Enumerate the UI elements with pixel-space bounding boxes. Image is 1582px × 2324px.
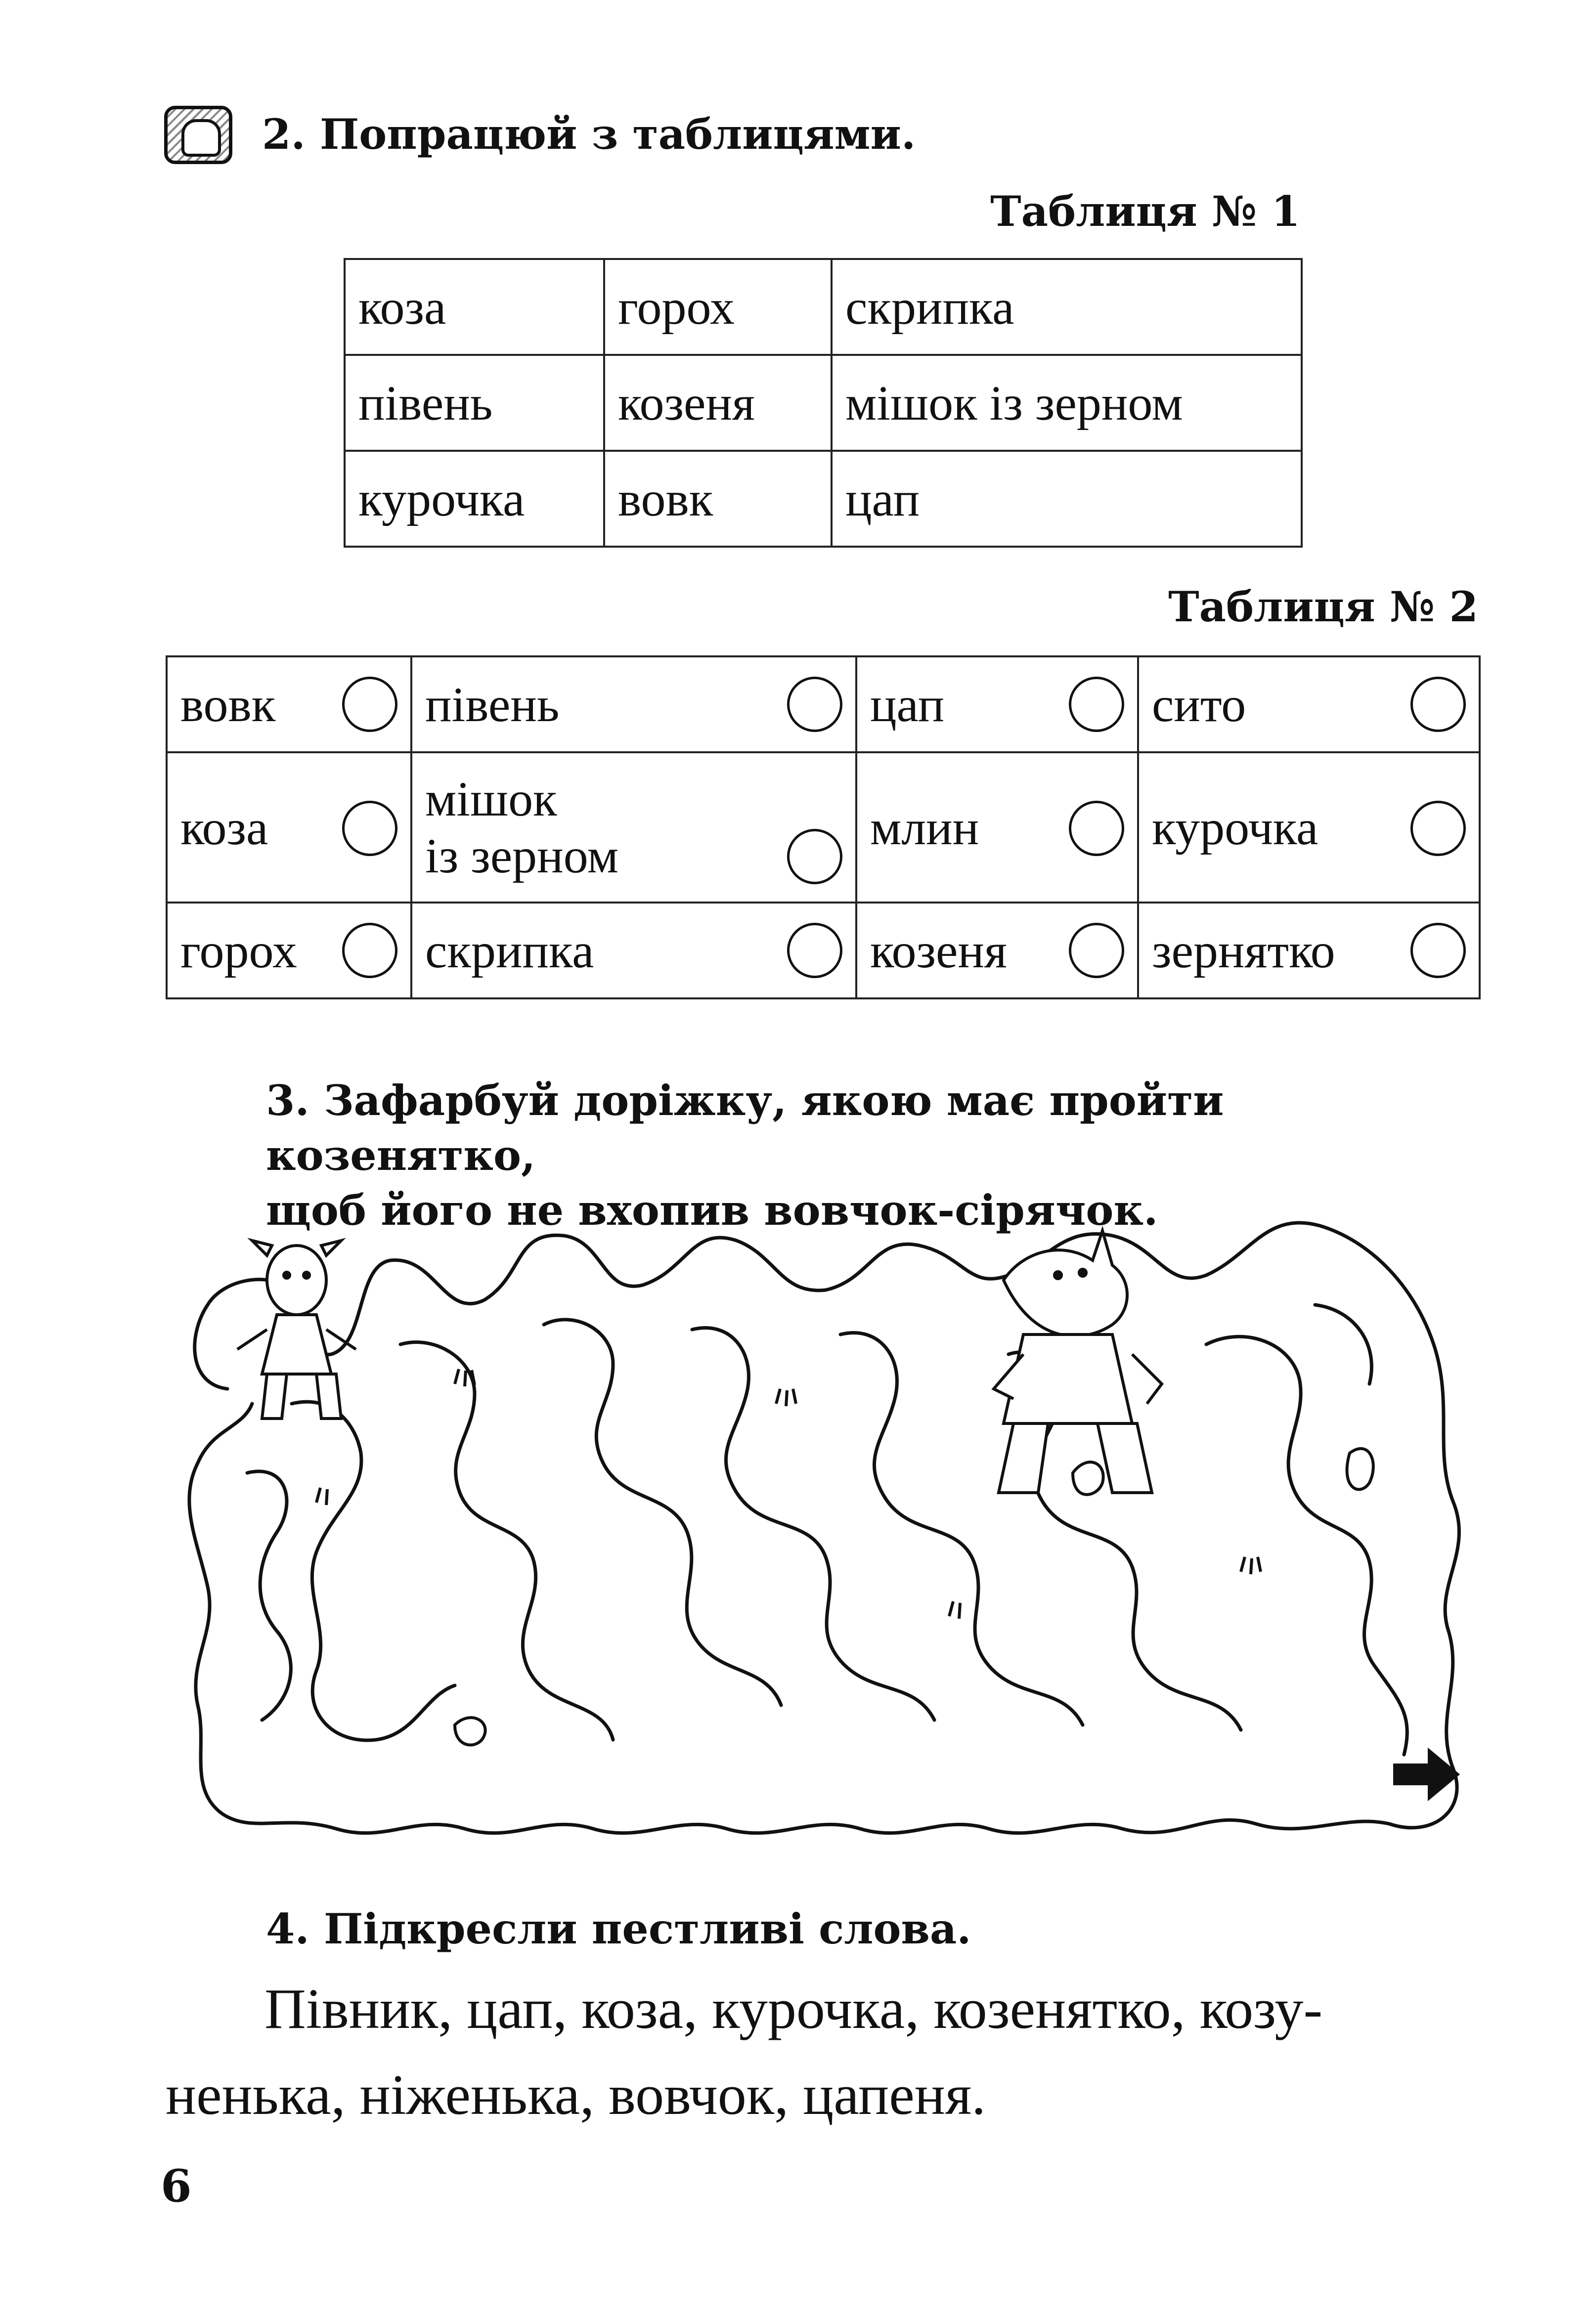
table2-word: козеня <box>870 923 1007 978</box>
table1-cell: скрипка <box>832 259 1302 355</box>
wolf-icon <box>994 1231 1162 1493</box>
table2-word: курочка <box>1152 800 1318 855</box>
table2-row <box>167 656 1480 752</box>
task4-number: 4. <box>266 1904 309 1953</box>
answer-circle[interactable] <box>1069 801 1124 856</box>
task2-title: Попрацюй з таблицями. <box>319 110 916 159</box>
table1-row <box>345 259 1302 355</box>
answer-circle[interactable] <box>1410 923 1466 978</box>
table2-word: коза <box>180 800 268 855</box>
table2-cell <box>1138 903 1480 998</box>
table2-word: скрипка <box>425 923 594 978</box>
table2-cell <box>411 903 856 998</box>
answer-circle[interactable] <box>1069 677 1124 732</box>
table1-cell: цап <box>832 451 1302 547</box>
task4-line2[interactable]: ненька, ніженька, вовчок, цапеня. <box>166 2064 986 2127</box>
table2-row <box>167 752 1480 903</box>
table2-word: млин <box>870 800 979 855</box>
table1-title: Таблиця № 1 <box>990 187 1300 236</box>
table2-word: сито <box>1152 677 1246 732</box>
table2-cell <box>1138 656 1480 752</box>
task3-line2: щоб його не вхопив вовчок-сірячок. <box>266 1185 1158 1235</box>
table2-word: півень <box>425 677 560 732</box>
table2-word: цап <box>870 677 945 732</box>
table1-cell: півень <box>345 355 604 451</box>
table2-row <box>167 903 1480 998</box>
table2-word: із зерном <box>425 828 619 883</box>
table2-title: Таблиця № 2 <box>1168 582 1478 631</box>
table2-cell <box>411 752 856 903</box>
task-type-icon <box>164 106 232 164</box>
goat-kid-icon <box>237 1241 356 1419</box>
table2-word: горох <box>180 923 298 978</box>
task3-line1: Зафарбуй доріжку, якою має пройти козенятко, <box>266 1076 1224 1180</box>
table1-cell: вовк <box>604 451 832 547</box>
table2 <box>166 655 1481 999</box>
table2-cell <box>167 752 411 903</box>
task4-title: Підкресли пестливі слова. <box>323 1904 971 1953</box>
table1 <box>344 258 1303 548</box>
task3-number: 3. <box>266 1076 309 1125</box>
table2-cell <box>856 903 1138 998</box>
answer-circle[interactable] <box>1069 923 1124 978</box>
answer-circle[interactable] <box>787 923 842 978</box>
answer-circle[interactable] <box>787 829 842 884</box>
answer-circle[interactable] <box>787 677 842 732</box>
table2-cell <box>411 656 856 752</box>
task4-heading <box>266 1902 971 1957</box>
task2-number: 2. <box>262 110 306 159</box>
table2-word: вовк <box>180 677 276 732</box>
maze[interactable] <box>168 1196 1473 1853</box>
table2-cell <box>1138 752 1480 903</box>
answer-circle[interactable] <box>342 923 397 978</box>
stone <box>1073 1462 1103 1495</box>
answer-circle[interactable] <box>1410 801 1466 856</box>
task2-heading <box>262 110 916 160</box>
task4-line1[interactable]: Півник, цап, коза, курочка, козенятко, козу- <box>264 1978 1323 2041</box>
table1-cell: курочка <box>345 451 604 547</box>
table2-word: мішок <box>425 772 557 826</box>
page-number: 6 <box>161 2160 192 2212</box>
table1-row <box>345 355 1302 451</box>
stone <box>455 1718 485 1745</box>
stone <box>1347 1449 1373 1490</box>
table1-row <box>345 451 1302 547</box>
table1-cell: козеня <box>604 355 832 451</box>
task4-text <box>166 1966 1491 2138</box>
answer-circle[interactable] <box>342 677 397 732</box>
answer-circle[interactable] <box>342 801 397 856</box>
table2-word: зернятко <box>1152 923 1335 978</box>
table1-cell: коза <box>345 259 604 355</box>
table1-cell: мішок із зерном <box>832 355 1302 451</box>
table2-cell <box>856 656 1138 752</box>
table2-cell <box>856 752 1138 903</box>
table2-cell <box>167 656 411 752</box>
answer-circle[interactable] <box>1410 677 1466 732</box>
table1-cell: горох <box>604 259 832 355</box>
table2-cell <box>167 903 411 998</box>
maze-outer-wall <box>189 1223 1459 1833</box>
